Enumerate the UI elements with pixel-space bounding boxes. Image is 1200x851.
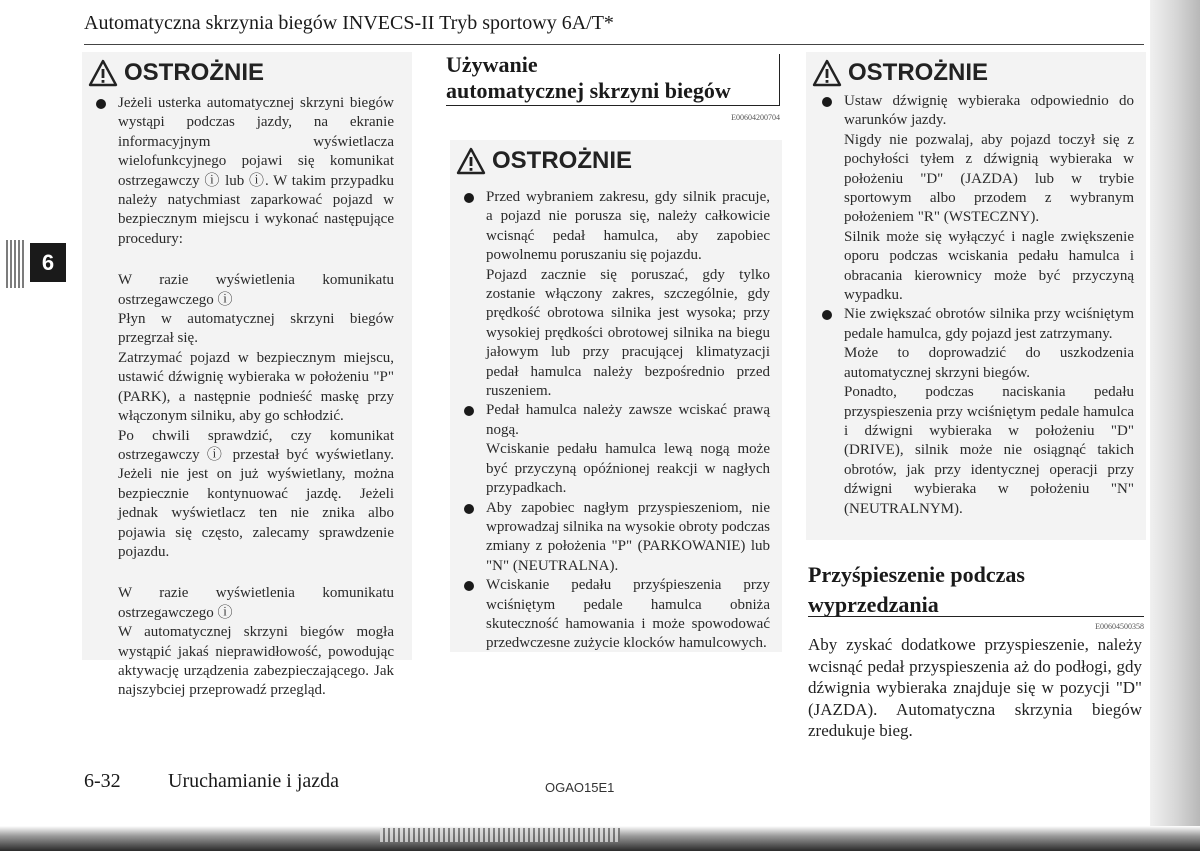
caution-paragraph: Wciskanie pedału hamulca lewą nogą może być przyczyną opóźnionej reakcji w nagłych przypadkach. bbox=[486, 441, 770, 497]
caution-paragraph: Po chwili sprawdzić, czy komunikat ostrzegawczy ⓘ przestał być wyświetlany. Jeżeli nie jest on już wyświetlany, można bezpiecznie kontynuować jazdę. Jeżeli jednak wyświetlacz ten nie znika albo pojawia się często, zalecamy sprawdzenie pojazdu. bbox=[118, 427, 394, 560]
caution-paragraph: Nigdy nie pozwalaj, aby pojazd toczył się z pochyłości tyłem z dźwignią wybieraka w położeniu "D" (JAZDA) lub w trybie sportowym albo przodem z wybranym położeniem "R" (WSTECZNY). bbox=[844, 131, 1134, 226]
chapter-tab-marks bbox=[6, 240, 26, 288]
footer-section-name: Uruchamianie i jazda bbox=[168, 770, 340, 792]
caution-bullet-item: Pedał hamulca należy zawsze wciskać prawą nogą. bbox=[460, 401, 770, 440]
caution-heading-text: OSTROŻNIE bbox=[492, 147, 633, 174]
caution-heading bbox=[812, 58, 988, 88]
caution-body-3 bbox=[818, 92, 1134, 519]
caution-bullet-item: Jeżeli usterka automatycznej skrzyni biegów wystąpi podczas jazdy, na ekranie informacyjnym wyświetlacza wielofunkcyjnego pojawi się komunikat ostrzegawczy ⓘ lub ⓘ. W takim przypadku należy natychmiast zaparkować pojazd w bezpiecznym miejscu i wykonać następujące procedury: bbox=[92, 94, 394, 249]
caution-paragraph: Płyn w automatycznej skrzyni biegów przegrzał się. bbox=[118, 311, 394, 347]
caution-body-2 bbox=[460, 188, 770, 654]
section-code: E00604500358 bbox=[1095, 622, 1144, 631]
section-heading-line: Używanie bbox=[446, 52, 538, 77]
page-header-title: Automatyczna skrzynia biegów INVECS-II Tryb sportowy 6A/T* bbox=[84, 12, 614, 34]
section-heading-line: automatycznej skrzyni biegów bbox=[446, 78, 731, 103]
chapter-tab: 6 bbox=[30, 243, 66, 282]
caution-bullet-item: Przed wybraniem zakresu, gdy silnik pracuje, a pojazd nie porusza się, należy całkowicie wcisnąć pedał hamulca, aby zapobiec powolnemu poruszaniu się pojazdu. bbox=[460, 188, 770, 266]
warning-triangle-icon bbox=[812, 58, 842, 88]
caution-paragraph: Może to doprowadzić do uszkodzenia automatycznej skrzyni biegów. bbox=[844, 345, 1134, 381]
caution-bullet-item: Wciskanie pedału przyśpieszenia przy wciśniętym pedale hamulca obniża skuteczność hamowania i może spowodować przedwczesne zużycie klocków hamulcowych. bbox=[460, 576, 770, 654]
page-number: 6-32 bbox=[84, 770, 121, 792]
caution-paragraph: W razie wyświetlenia komunikatu ostrzegawczego ⓘ bbox=[118, 272, 394, 308]
page-edge-shadow bbox=[1150, 0, 1200, 851]
paragraph-gap bbox=[92, 562, 394, 584]
caution-paragraph: Pojazd zacznie się poruszać, gdy tylko zostanie włączony zakres, szczególnie, gdy prędkość obrotowa silnika jest wysoka; przy wysokiej prędkości obrotowej silnika na biegu jałowym lub przy pracującej klimatyzacji pedał hamulca należy bezpośrednio przed ruszeniem. bbox=[486, 266, 770, 400]
heading-vertical-rule bbox=[779, 54, 780, 105]
caution-paragraph: Ponadto, podczas naciskania pedału przyspieszenia przy wciśniętym pedale hamulca i dźwigni wybieraka w położeniu "D" (DRIVE), silnik może nie osiągnąć takich obrotów, jak przy identycznej operacji przy dźwigni wybieraka w położeniu "N" (NEUTRALNYM). bbox=[844, 384, 1134, 517]
caution-paragraph: W razie wyświetlenia komunikatu ostrzegawczego ⓘ bbox=[118, 585, 394, 621]
caution-paragraph: Silnik może się wyłączyć i nagle zwiększenie oporu podczas wciskania pedału hamulca i obracania kierownicy może być przyczyną wypadku. bbox=[844, 228, 1134, 304]
caution-bullet-item: Ustaw dźwignię wybieraka odpowiednio do warunków jazdy. bbox=[818, 92, 1134, 131]
caution-box-2 bbox=[450, 140, 782, 652]
section-heading-przyspieszenie: Przyśpieszenie podczas wyprzedzania bbox=[808, 562, 1025, 617]
caution-paragraph: W automatycznej skrzyni biegów mogła wystąpić jakaś nieprawidłowość, powodując aktywację urządzenia zabezpieczającego. Jak najszybciej przeprowadź przegląd. bbox=[118, 624, 394, 699]
heading-rule bbox=[446, 105, 780, 106]
caution-paragraph: Zatrzymać pojazd w bezpiecznym miejscu, ustawić dźwignię wybieraka w położeniu "P" (PARK), a następnie podnieść maskę przy włączonym silniku, aby go schłodzić. bbox=[118, 349, 394, 425]
warning-triangle-icon bbox=[88, 58, 118, 88]
caution-heading-text: OSTROŻNIE bbox=[848, 59, 989, 86]
caution-bullet-item: Aby zapobiec nagłym przyspieszeniom, nie wprowadzaj silnika na wysokie obroty podczas zmiany z położenia "P" (PARKOWANIE) lub "N" (NEUTRALNA). bbox=[460, 499, 770, 577]
caution-heading bbox=[88, 58, 264, 88]
heading-rule bbox=[808, 616, 1144, 617]
caution-box-1 bbox=[82, 52, 412, 699]
section-heading-uzywanie bbox=[446, 52, 776, 104]
paragraph-gap bbox=[92, 249, 394, 271]
warning-triangle-icon bbox=[456, 146, 486, 176]
caution-box-3 bbox=[806, 52, 1146, 540]
section-code: E00604200704 bbox=[731, 113, 780, 122]
caution-heading-text: OSTROŻNIE bbox=[124, 59, 265, 86]
caution-body-1 bbox=[92, 94, 394, 701]
document-code: OGAO15E1 bbox=[545, 780, 615, 795]
bottom-scan-mark bbox=[380, 828, 620, 842]
header-rule bbox=[84, 44, 1144, 45]
caution-bullet-item: Nie zwiększać obrotów silnika przy wciśniętym pedale hamulca, gdy pojazd jest zatrzymany. bbox=[818, 305, 1134, 344]
caution-heading bbox=[456, 146, 632, 176]
section-body: Aby zyskać dodatkowe przyspieszenie, należy wcisnąć pedał przyspieszenia aż do podłogi, gdy dźwignia wybieraka znajduje się w pozycji "D" (JAZDA). Automatyczna skrzynia biegów zredukuje bieg. bbox=[808, 635, 1142, 740]
